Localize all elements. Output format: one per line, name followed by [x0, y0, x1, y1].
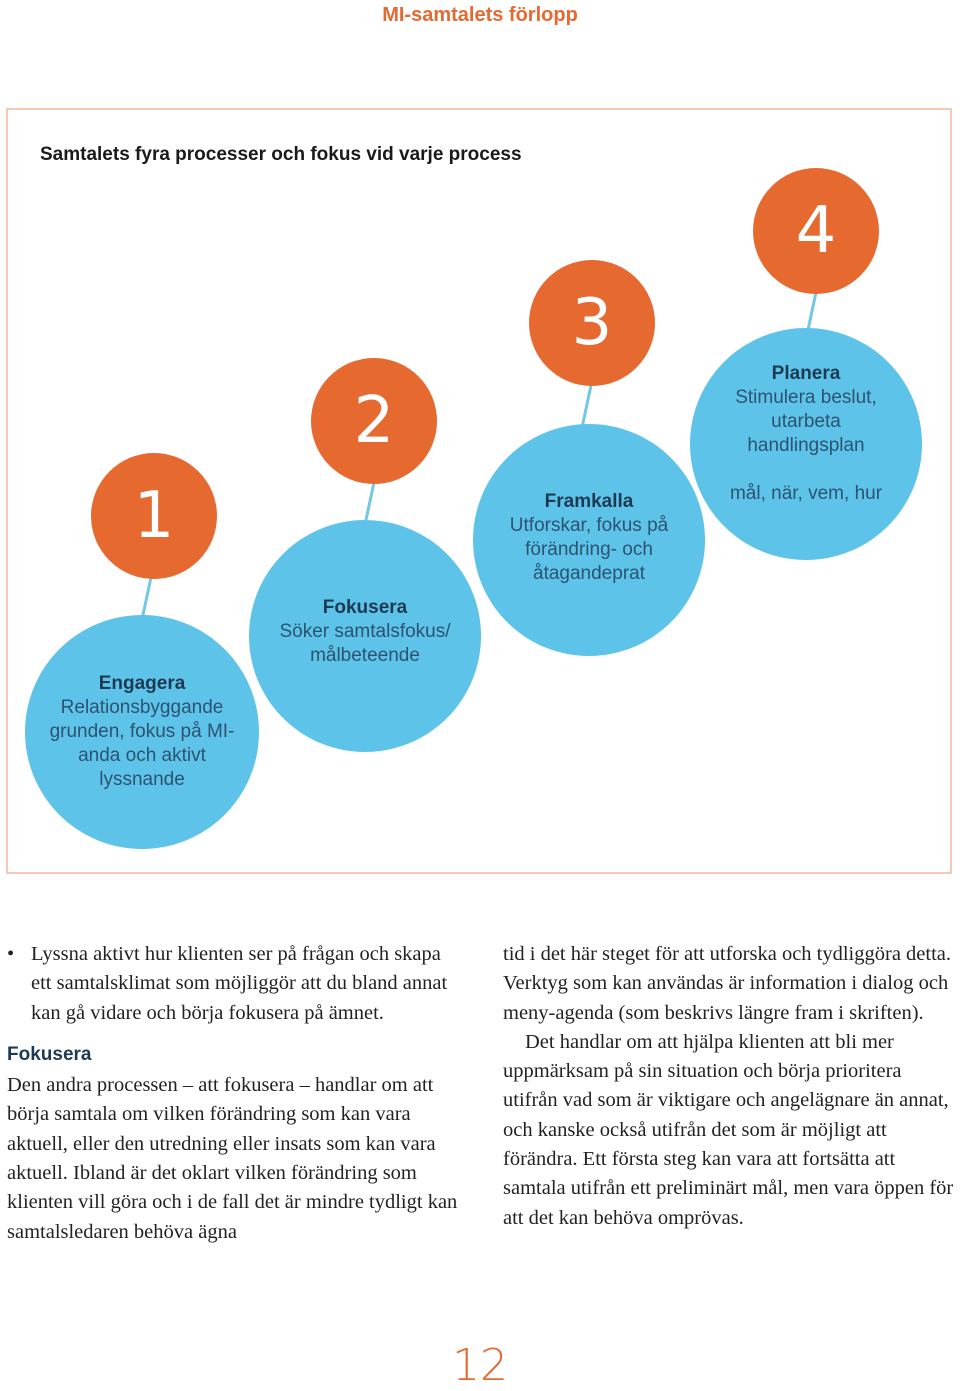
step-2-number: 2 — [311, 358, 437, 484]
step-1-description: Relationsbyggande grunden, fokus på MI-anda och aktivt lyssnande — [49, 697, 235, 790]
section-heading: Fokusera — [7, 1043, 92, 1065]
step-2-circle — [249, 520, 481, 752]
step-1-circle — [25, 615, 259, 849]
page-header: MI-samtalets förlopp — [382, 4, 578, 26]
step-2-description: Söker samtalsfokus/ målbeteende — [279, 621, 451, 666]
bullet-dot: • — [7, 943, 15, 965]
step-4-number: 4 — [753, 168, 879, 294]
step-3-circle — [473, 424, 705, 656]
step-4-description: Stimulera beslut, utarbeta handlingsplan — [735, 387, 877, 456]
step-3-description: Utforskar, fokus på förändring- och åtagandeprat — [509, 515, 669, 584]
step-2-title: Fokusera — [322, 597, 408, 618]
text-column-right — [503, 940, 955, 1233]
step-3-number: 3 — [529, 260, 655, 386]
step-4-extra: mål, när, vem, hur — [729, 483, 883, 504]
page-number: 12 — [452, 1340, 508, 1391]
paragraph-1-part-2: tid i det här steget för att utforska och tydliggöra detta. Verktyg som kan användas är information i dialog och meny-agenda (som beskrivs längre fram i skriften). — [503, 943, 952, 1024]
step-3-title: Framkalla — [544, 491, 634, 512]
bullet-text: Lyssna aktivt hur klienten ser på frågan och skapa ett samtalsklimat som möjliggör att du bland annat kan gå vidare och börja fokusera på ämnet. — [31, 943, 448, 1024]
text-column-left — [7, 940, 459, 1247]
bullet-item — [7, 940, 459, 1028]
diagram-title: Samtalets fyra processer och fokus vid varje process — [40, 144, 522, 165]
step-4-circle — [690, 328, 922, 560]
step-4-title: Planera — [771, 363, 841, 384]
paragraph-1-part-1: Den andra processen – att fokusera – handlar om att börja samtala om vilken förändring som kan vara aktuell, eller den utredning eller insats som kan vara aktuell. Ibland är det oklart vilken förändring som klienten vill göra och i de fall det är mindre tydligt kan samtalsledaren behöva ägna — [7, 1074, 458, 1243]
paragraph-2: Det handlar om att hjälpa klienten att bli mer uppmärksam på sin situation och börja prioritera utifrån vad som är viktigare och angelägnare än annat, och kanske också utifrån det som är möjligt att förändra. Ett första steg kan vara att fortsätta att samtala utifrån ett preliminärt mål, men vara öppen för att det kan behöva omprövas. — [503, 1030, 954, 1229]
step-1-title: Engagera — [98, 673, 186, 694]
step-1-number: 1 — [91, 453, 217, 579]
